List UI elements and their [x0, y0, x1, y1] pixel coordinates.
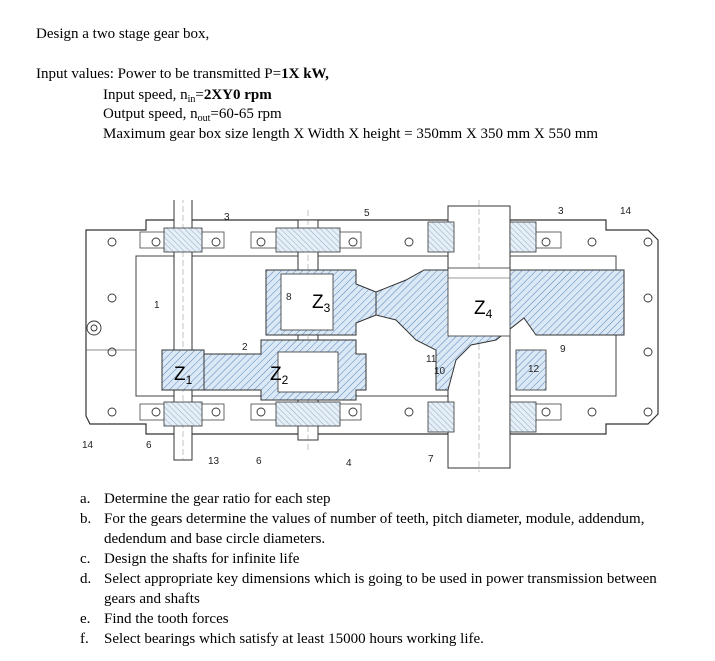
- label-3a: 3: [224, 212, 230, 223]
- label-11: 11: [426, 354, 437, 365]
- label-2: 2: [242, 342, 248, 353]
- label-14a: 14: [82, 440, 94, 451]
- gear-z4-label: $Z_4$: [474, 298, 493, 321]
- label-4: 4: [346, 458, 352, 469]
- gearbox-drawing: [76, 200, 672, 472]
- gear-z3-label: $Z_3$: [312, 292, 331, 315]
- power-line: [36, 66, 329, 83]
- label-6a: 6: [146, 440, 152, 451]
- label-9: 9: [560, 344, 566, 355]
- label-1: 1: [154, 300, 160, 311]
- inputs-heading: Input values:: [36, 66, 114, 82]
- label-12: 12: [528, 364, 540, 375]
- label-5: 5: [364, 208, 370, 219]
- problem-title: Design a two stage gear box,: [36, 26, 210, 42]
- label-8: 8: [286, 292, 292, 303]
- gear-z2-label: $Z_2$: [270, 364, 289, 387]
- label-10: 10: [434, 366, 446, 377]
- output-speed-line: Output speed, $n_{out}=60-65$ rpm: [103, 106, 282, 124]
- label-14b: 14: [620, 206, 632, 217]
- size-limit-line: Maximum gear box size length X Width X height = 350mm X 350 mm X 550 mm: [103, 126, 599, 142]
- input-speed-line: Input speed, $n_{in}=2XY0$ rpm: [103, 87, 272, 105]
- label-13: 13: [208, 456, 220, 467]
- label-3b: 3: [558, 206, 564, 217]
- input-speed-value: 2XY0 rpm: [203, 87, 272, 103]
- power-prefix: Power to be transmitted P=: [117, 66, 282, 82]
- gear-z1-label: $Z_1$: [174, 364, 193, 387]
- label-7: 7: [428, 454, 434, 465]
- label-6b: 6: [256, 456, 262, 467]
- power-value: 1X kW,: [281, 66, 329, 82]
